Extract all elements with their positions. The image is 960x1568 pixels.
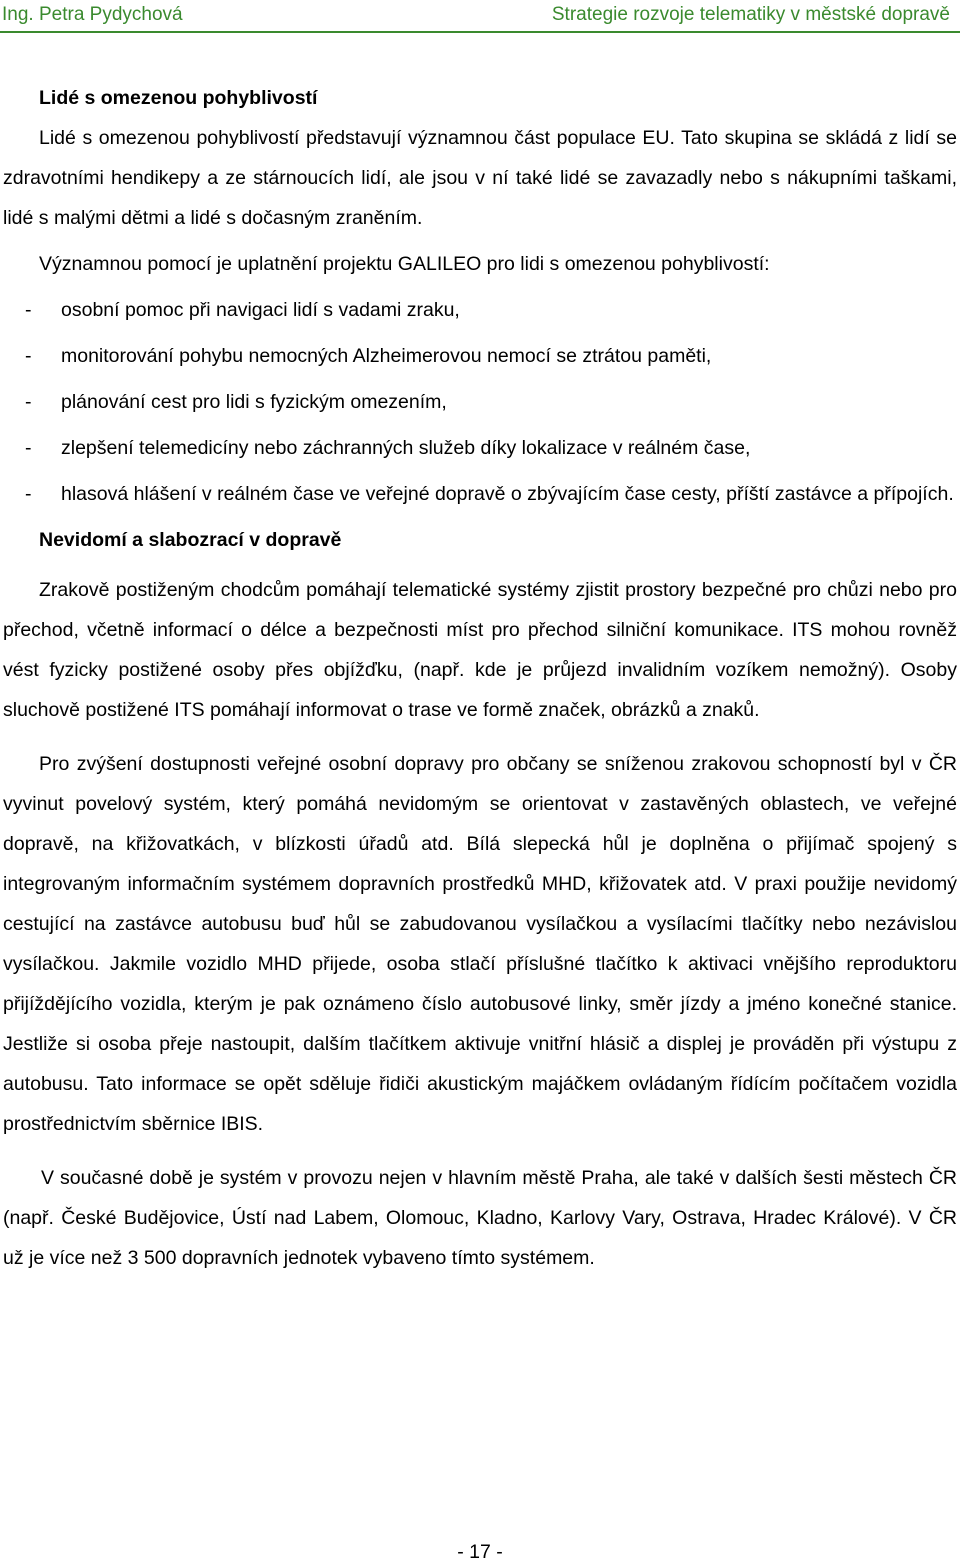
list-dash-marker: - xyxy=(25,345,32,367)
section-heading-mobility: Lidé s omezenou pohyblivostí xyxy=(39,87,318,109)
list-item-text: monitorování pohybu nemocných Alzheimerovou nemocí se ztrátou paměti, xyxy=(61,345,712,367)
list-item-text: plánování cest pro lidi s fyzickým omezením, xyxy=(61,391,447,413)
list-item xyxy=(3,336,957,376)
list-item-text: zlepšení telemedicíny nebo záchranných služeb díky lokalizace v reálném čase, xyxy=(61,437,751,459)
header-title: Strategie rozvoje telematiky v městské dopravě xyxy=(551,4,950,25)
paragraph-mobility-intro: Lidé s omezenou pohyblivostí představují významnou část populace EU. Tato skupina se skládá z lidí se zdravotními hendikepy a ze stárnoucích lidí, ale jsou v ní také lidé se zavazadly nebo s nákupními taškami, lidé s malými dětmi a lidé s dočasným zraněním. xyxy=(3,127,957,229)
paragraph-command-system: Pro zvýšení dostupnosti veřejné osobní dopravy pro občany se sníženou zrakovou schopností byl v ČR vyvinut povelový systém, který pomáhá nevidomým se orientovat v zastavěných oblastech, ve veřejné dopravě, na křižovatkách, v blízkosti úřadů atd. Bílá slepecká hůl je doplněna o přijímač spojený s integrovaným informačním systémem dopravních prostředků MHD, křižovatek atd. V praxi použije nevidomý cestující na zastávce autobusu buď hůl se zabudovanou vysílačkou a vysílacími tlačítky nebo nezávislou vysílačkou. Jakmile vozidlo MHD přijede, osoba stlačí příslušné tlačítko k aktivaci vnějšího reproduktoru přijíždějícího vozidla, kterým je pak oznámeno číslo autobusové linky, směr jízdy a jméno konečné stanice. Jestliže si osoba přeje nastoupit, dalším tlačítkem aktivuje vnitřní hlásič a displej je prováděn při výstupu z autobusu. Tato informace se opět sděluje řidiči akustickým majáčkem ovládaným řídícím počítačem vozidla prostřednictvím sběrnice IBIS. xyxy=(3,753,957,1135)
paragraph-galileo: Významnou pomocí je uplatnění projektu GALILEO pro lidi s omezenou pohyblivostí: xyxy=(39,253,770,275)
list-item xyxy=(3,290,957,330)
galileo-benefits-list xyxy=(3,290,957,514)
list-dash-marker: - xyxy=(25,437,32,459)
header-author: Ing. Petra Pydychová xyxy=(2,4,183,25)
paragraph-visually-impaired: Zrakově postiženým chodcům pomáhají telematické systémy zjistit prostory bezpečné pro chůzi nebo pro přechod, včetně informací o délce a bezpečnosti míst pro přechod silniční komunikace. ITS mohou rovněž vést fyzicky postižené osoby přes objížďku, (např. kde je průjezd invalidním vozíkem nemožný). Osoby sluchově postižené ITS pomáhají informovat o trase ve formě značek, obrázků a znaků. xyxy=(3,579,957,721)
list-dash-marker: - xyxy=(25,391,32,413)
list-item xyxy=(3,428,957,468)
list-dash-marker: - xyxy=(25,483,32,505)
list-dash-marker: - xyxy=(25,299,32,321)
section-heading-blind: Nevidomí a slabozrací v dopravě xyxy=(39,529,342,551)
list-item-text: hlasová hlášení v reálném čase ve veřejné dopravě o zbývajícím čase cesty, příští zastávce a přípojích. xyxy=(61,483,954,505)
document-body xyxy=(3,78,957,1278)
list-item xyxy=(3,382,957,422)
list-item xyxy=(3,474,957,514)
page-number: - 17 - xyxy=(457,1541,503,1563)
page-header xyxy=(0,0,960,30)
list-item-text: osobní pomoc při navigaci lidí s vadami zraku, xyxy=(61,299,460,321)
header-divider xyxy=(0,31,960,33)
paragraph-system-deployment: V současné době je systém v provozu nejen v hlavním městě Praha, ale také v dalších šesti městech ČR (např. České Budějovice, Ústí nad Labem, Olomouc, Kladno, Karlovy Vary, Ostrava, Hradec Králové). V ČR už je více než 3 500 dopravních jednotek vybaveno tímto systémem. xyxy=(3,1167,957,1269)
